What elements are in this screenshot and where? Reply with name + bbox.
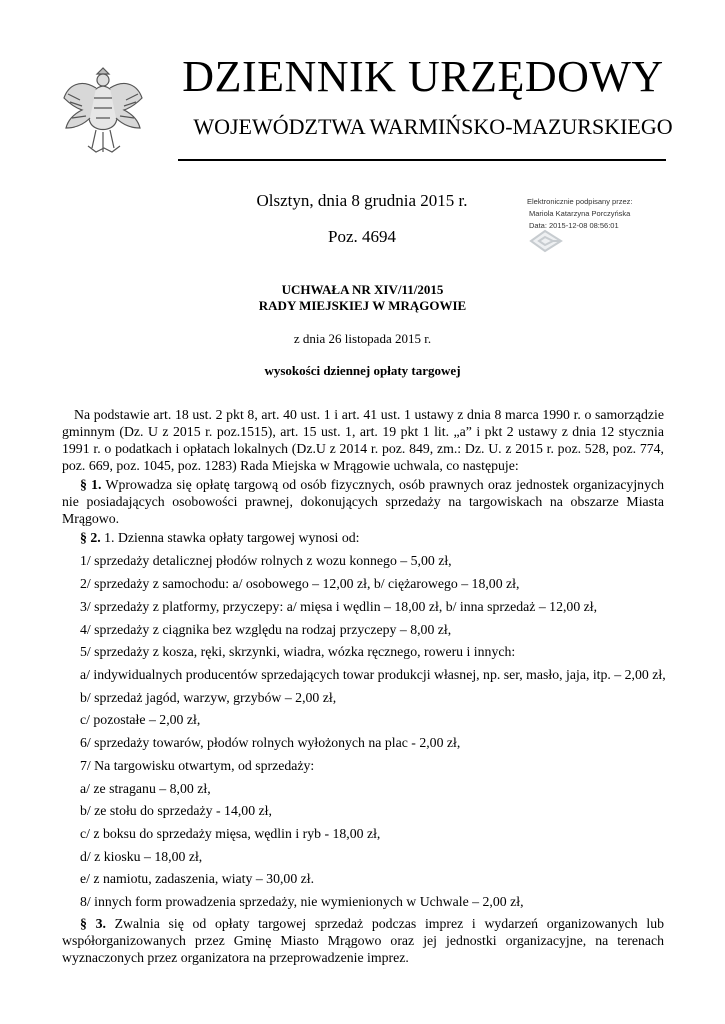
resolution-subject: wysokości dziennej opłaty targowej: [264, 363, 461, 378]
section-3-mark: § 3.: [80, 916, 106, 931]
list-item: 4/ sprzedaży z ciągnika bez względu na rodzaj przyczepy – 8,00 zł,: [80, 622, 452, 637]
signature-stamp-icon: [527, 228, 567, 254]
list-item: c/ pozostałe – 2,00 zł,: [80, 712, 201, 727]
section-3: [62, 915, 664, 966]
intro-paragraph: Na podstawie art. 18 ust. 2 pkt 8, art. 40 ust. 1 i art. 41 ust. 1 ustawy z dnia 8 marca 1990 r. o samorządzie gminnym (Dz. U z 2015 r. poz.1515), art. 15 ust. 1, art. 19 pkt 1 lit. „a” i pkt 2 ustawy z dnia 12 stycznia 1991 r. o podatkach i opłatach lokalnych (Dz.U z 2014 r. poz. 849, zm.: Dz. U. z 2015 r. poz. 528, poz. 774, poz. 669, poz. 1045, poz. 1283) Rada Miejska w Mrągowie uchwala, co następuje:: [62, 407, 664, 473]
journal-title: DZIENNIK URZĘDOWY: [182, 52, 664, 101]
section-2-text: 1. Dzienna stawka opłaty targowej wynosi od:: [100, 530, 360, 545]
resolution-date: z dnia 26 listopada 2015 r.: [293, 331, 432, 346]
list-item: e/ z namiotu, zadaszenia, wiaty – 30,00 zł.: [80, 871, 315, 886]
signature-date: Data: 2015-12-08 08:56:01: [529, 221, 619, 230]
section-2-mark: § 2.: [80, 530, 101, 545]
section-1: [62, 476, 664, 527]
journal-subtitle: WOJEWÓDZTWA WARMIŃSKO-MAZURSKIEGO: [193, 114, 673, 139]
electronic-signature: [527, 196, 687, 232]
polish-eagle-emblem-icon: [60, 58, 146, 158]
list-item: a/ indywidualnych producentów sprzedających towar produkcji własnej, np. ser, masło, jaja, itp. – 2,00 zł,: [80, 667, 666, 682]
list-item: 2/ sprzedaży z samochodu: a/ osobowego – 12,00 zł, b/ ciężarowego – 18,00 zł,: [80, 576, 520, 591]
section-1-text: Wprowadza się opłatę targową od osób fizycznych, osób prawnych oraz jednostek organizacyjnych nie posiadających osobowości prawnej, dokonujących sprzedaży na targowiskach na obszarze Miasta Mrągowo.: [62, 477, 664, 526]
list-item: 3/ sprzedaży z platformy, przyczepy: a/ mięsa i wędlin – 18,00 zł, b/ inna sprzedaż – 12,00 zł,: [80, 599, 598, 614]
list-item: 6/ sprzedaży towarów, płodów rolnych wyłożonych na plac - 2,00 zł,: [80, 735, 461, 750]
list-item: 8/ innych form prowadzenia sprzedaży, nie wymienionych w Uchwale – 2,00 zł,: [80, 894, 524, 909]
header-divider: [178, 159, 666, 161]
signature-signer: Mariola Katarzyna Porczyńska: [529, 209, 631, 218]
list-item: c/ z boksu do sprzedaży mięsa, wędlin i ryb - 18,00 zł,: [80, 826, 381, 841]
list-item: d/ z kiosku – 18,00 zł,: [80, 849, 203, 864]
section-3-text: Zwalnia się od opłaty targowej sprzedaż podczas imprez i wydarzeń organizowanych lub współorganizowanych przez Gminę Miasto Mrągowo oraz jej jednostki organizacyjne, na terenach wyznaczonych przez organizatora na przeprowadzenie imprez.: [62, 916, 664, 965]
resolution-title: UCHWAŁA NR XIV/11/2015: [281, 282, 444, 297]
list-item: 7/ Na targowisku otwartym, od sprzedaży:: [80, 758, 315, 773]
list-item: b/ sprzedaż jagód, warzyw, grzybów – 2,00 zł,: [80, 690, 337, 705]
publication-date: Olsztyn, dnia 8 grudnia 2015 r.: [256, 191, 468, 210]
section-1-mark: § 1.: [80, 477, 102, 492]
list-item: 1/ sprzedaży detalicznej płodów rolnych z wozu konnego – 5,00 zł,: [80, 553, 452, 568]
position-number: Poz. 4694: [328, 227, 396, 246]
list-item: a/ ze straganu – 8,00 zł,: [80, 781, 211, 796]
signature-label: Elektronicznie podpisany przez:: [527, 197, 633, 206]
section-2: [80, 529, 680, 546]
resolution-council: RADY MIEJSKIEJ W MRĄGOWIE: [258, 298, 467, 313]
list-item: 5/ sprzedaży z kosza, ręki, skrzynki, wiadra, wózka ręcznego, roweru i innych:: [80, 644, 516, 659]
list-item: b/ ze stołu do sprzedaży - 14,00 zł,: [80, 803, 272, 818]
